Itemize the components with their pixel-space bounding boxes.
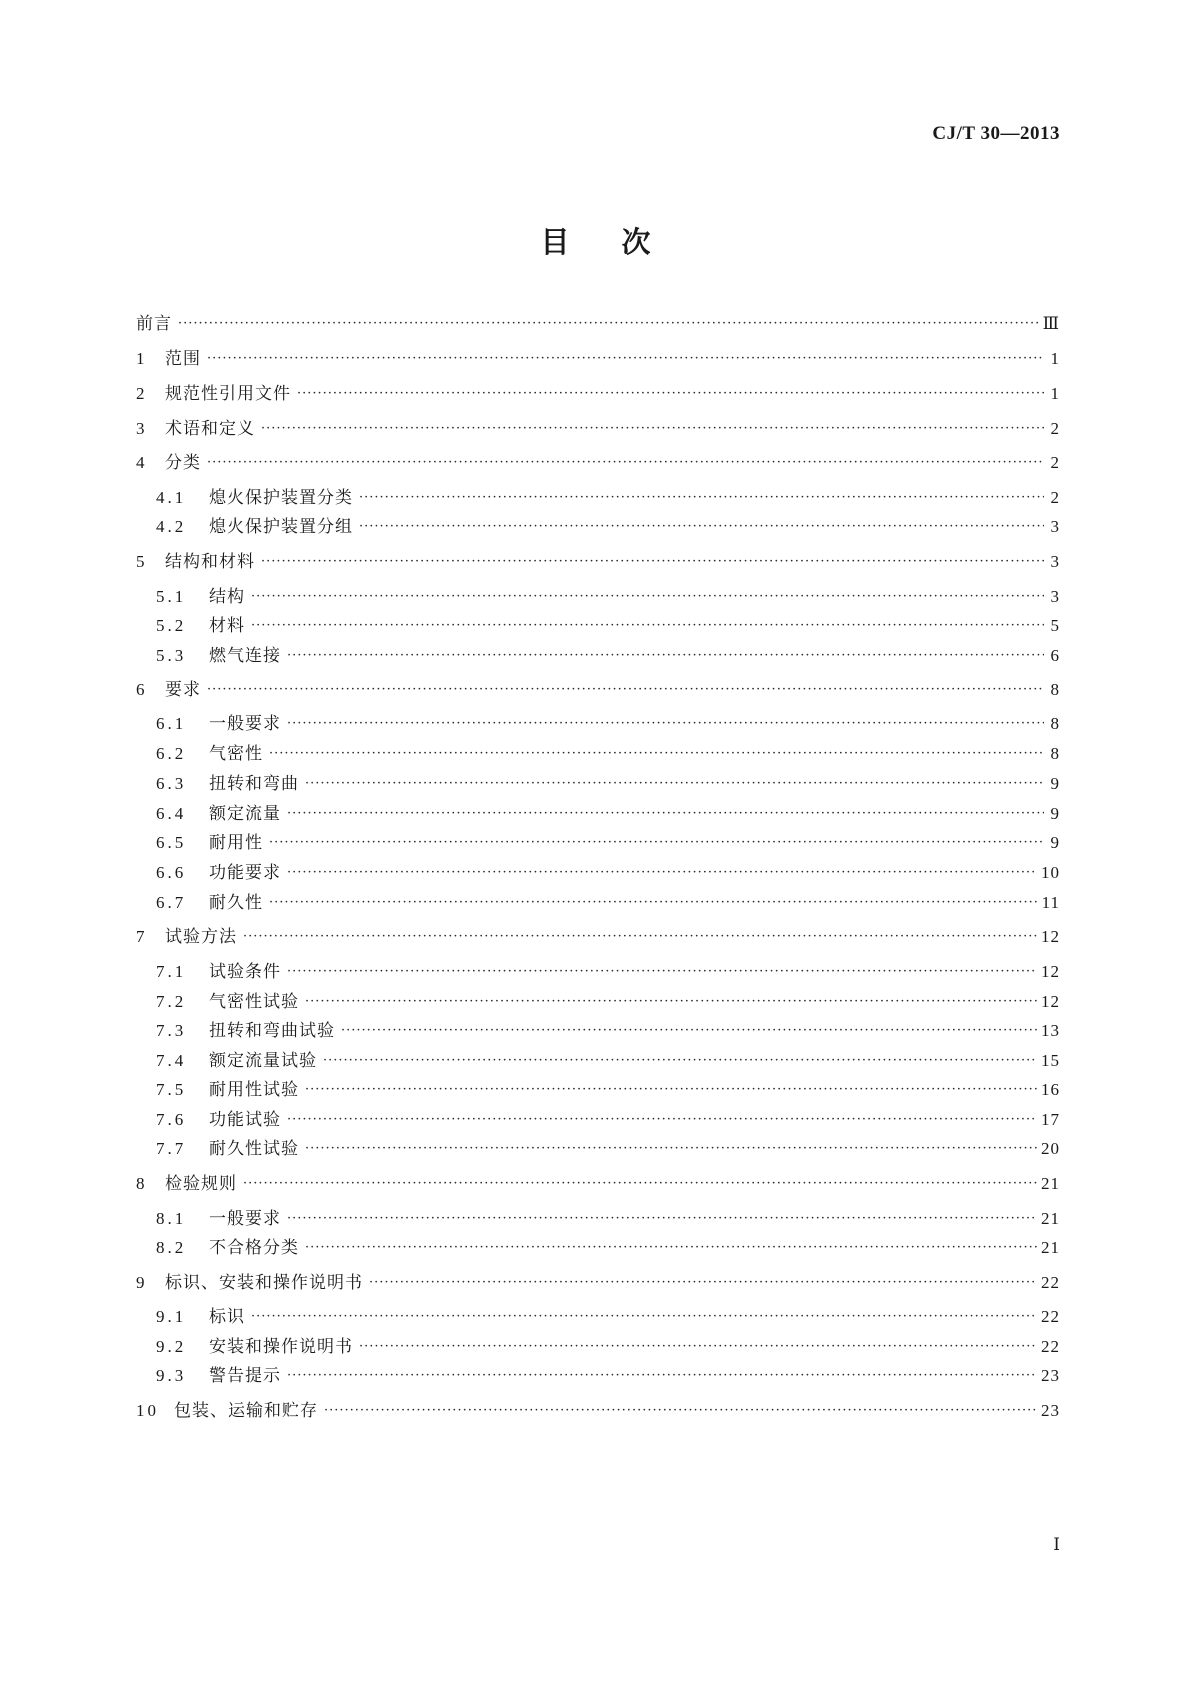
toc-entry-label: 标识、安装和操作说明书 [165, 1273, 363, 1293]
toc-entry-label: 耐用性 [209, 833, 263, 853]
toc-entry-page: 22 [1041, 1337, 1060, 1356]
toc-chapter-entry[interactable] [136, 313, 1060, 335]
toc-chapter-entry[interactable] [136, 452, 1060, 474]
toc-chapter-entry[interactable] [136, 679, 1060, 701]
toc-dot-leader [359, 487, 1044, 509]
toc-entry-number: 7 [136, 927, 148, 946]
toc-entry-page: 22 [1041, 1307, 1060, 1326]
toc-chapter-entry[interactable] [136, 551, 1060, 573]
toc-chapter-entry[interactable] [136, 348, 1060, 370]
toc-entry-label: 耐用性试验 [209, 1080, 299, 1100]
toc-entry-page: 23 [1041, 1401, 1060, 1420]
toc-dot-leader [305, 1237, 1037, 1259]
toc-entry-label: 分类 [165, 453, 201, 473]
toc-entry-page: 1 [1050, 349, 1060, 368]
toc-section-entry[interactable] [156, 743, 1060, 765]
toc-dot-leader [369, 1272, 1037, 1294]
toc-entry-number: 7.7 [156, 1139, 187, 1158]
toc-dot-leader [261, 551, 1044, 573]
toc-section-entry[interactable] [156, 1365, 1060, 1387]
toc-section-entry[interactable] [156, 586, 1060, 608]
toc-entry-label: 前言 [136, 314, 172, 334]
toc-section-entry[interactable] [156, 961, 1060, 983]
title-char-1: 目 [540, 225, 570, 259]
toc-dot-leader [207, 679, 1044, 701]
toc-dot-leader [269, 832, 1044, 854]
toc-entry-number: 4.2 [156, 517, 187, 536]
toc-section-entry[interactable] [156, 1109, 1060, 1131]
toc-entry-page: 3 [1050, 552, 1060, 571]
toc-entry-label: 材料 [209, 616, 245, 636]
toc-entry-page: 23 [1041, 1366, 1060, 1385]
toc-entry-label: 警告提示 [209, 1366, 281, 1386]
toc-entry-label: 一般要求 [209, 714, 281, 734]
toc-section-entry[interactable] [156, 645, 1060, 667]
toc-entry-label: 标识 [209, 1307, 245, 1327]
toc-entry-label: 扭转和弯曲试验 [209, 1021, 335, 1041]
toc-entry-number: 6.7 [156, 893, 187, 912]
toc-dot-leader [359, 516, 1044, 538]
toc-chapter-entry[interactable] [136, 418, 1060, 440]
toc-entry-number: 7.1 [156, 962, 187, 981]
toc-entry-number: 10 [136, 1401, 159, 1420]
toc-dot-leader [297, 383, 1044, 405]
toc-dot-leader [287, 1208, 1037, 1230]
toc-entry-label: 气密性 [209, 744, 263, 764]
toc-dot-leader [359, 1336, 1037, 1358]
toc-dot-leader [324, 1400, 1037, 1422]
toc-entry-number: 6.6 [156, 863, 187, 882]
toc-entry-number: 7.3 [156, 1021, 187, 1040]
toc-dot-leader [341, 1020, 1037, 1042]
toc-dot-leader [287, 713, 1044, 735]
toc-entry-page: 2 [1050, 453, 1060, 472]
toc-entry-page: 6 [1050, 646, 1060, 665]
toc-entry-label: 试验条件 [209, 962, 281, 982]
toc-dot-leader [305, 1079, 1037, 1101]
toc-entry-label: 燃气连接 [209, 646, 281, 666]
toc-entry-label: 气密性试验 [209, 992, 299, 1012]
toc-entry-label: 结构和材料 [165, 552, 255, 572]
toc-dot-leader [269, 743, 1044, 765]
toc-entry-page: 20 [1041, 1139, 1060, 1158]
title-char-2: 次 [621, 225, 651, 259]
toc-entry-number: 3 [136, 419, 148, 438]
toc-entry-number: 9.2 [156, 1337, 187, 1356]
toc-dot-leader [207, 452, 1044, 474]
toc-entry-number: 6.3 [156, 774, 187, 793]
toc-entry-page: 12 [1041, 992, 1060, 1011]
toc-entry-number: 6.2 [156, 744, 187, 763]
document-code: CJ/T 30—2013 [932, 123, 1060, 144]
toc-entry-label: 额定流量 [209, 804, 281, 824]
toc-entry-page: 8 [1050, 714, 1060, 733]
toc-entry-number: 8.2 [156, 1238, 187, 1257]
toc-entry-page: 15 [1041, 1051, 1060, 1070]
toc-dot-leader [243, 1173, 1037, 1195]
toc-entry-label: 额定流量试验 [209, 1051, 317, 1071]
toc-entry-page: 2 [1050, 488, 1060, 507]
toc-entry-number: 7.2 [156, 992, 187, 1011]
toc-chapter-entry[interactable] [136, 1173, 1060, 1195]
toc-section-entry[interactable] [156, 1208, 1060, 1230]
toc-entry-page: 3 [1050, 587, 1060, 606]
toc-entry-number: 6.1 [156, 714, 187, 733]
toc-entry-page: 11 [1041, 893, 1060, 912]
toc-dot-leader [305, 1138, 1037, 1160]
toc-dot-leader [269, 892, 1038, 914]
toc-entry-label: 一般要求 [209, 1209, 281, 1229]
toc-dot-leader [287, 961, 1037, 983]
toc-entry-number: 7.6 [156, 1110, 187, 1129]
toc-entry-page: 12 [1041, 927, 1060, 946]
page-title [0, 225, 1191, 259]
toc-dot-leader [251, 586, 1044, 608]
toc-entry-page: 21 [1041, 1238, 1060, 1257]
toc-entry-number: 9.3 [156, 1366, 187, 1385]
toc-entry-number: 7.4 [156, 1051, 187, 1070]
toc-entry-label: 耐久性试验 [209, 1139, 299, 1159]
toc-entry-label: 安装和操作说明书 [209, 1337, 353, 1357]
toc-entry-number: 9 [136, 1273, 148, 1292]
toc-entry-page: 17 [1041, 1110, 1060, 1129]
toc-entry-label: 耐久性 [209, 893, 263, 913]
toc-entry-number: 7.5 [156, 1080, 187, 1099]
toc-entry-number: 8.1 [156, 1209, 187, 1228]
toc-dot-leader [287, 645, 1044, 667]
toc-section-entry[interactable] [156, 487, 1060, 509]
toc-section-entry[interactable] [156, 832, 1060, 854]
toc-entry-page: 1 [1050, 384, 1060, 403]
toc-entry-number: 5.3 [156, 646, 187, 665]
toc-section-entry[interactable] [156, 803, 1060, 825]
toc-dot-leader [305, 991, 1037, 1013]
toc-section-entry[interactable] [156, 773, 1060, 795]
toc-chapter-entry[interactable] [136, 383, 1060, 405]
toc-entry-label: 检验规则 [165, 1174, 237, 1194]
toc-dot-leader [287, 1365, 1037, 1387]
toc-section-entry[interactable] [156, 1138, 1060, 1160]
toc-dot-leader [207, 348, 1044, 370]
toc-entry-label: 试验方法 [165, 927, 237, 947]
toc-entry-label: 功能要求 [209, 863, 281, 883]
toc-entry-number: 4 [136, 453, 148, 472]
toc-entry-page: 8 [1050, 680, 1060, 699]
toc-entry-label: 熄火保护装置分组 [209, 517, 353, 537]
toc-dot-leader [243, 926, 1037, 948]
toc-section-entry[interactable] [156, 516, 1060, 538]
toc-section-entry[interactable] [156, 862, 1060, 884]
toc-entry-label: 规范性引用文件 [165, 384, 291, 404]
toc-dot-leader [287, 862, 1037, 884]
toc-entry-page: 21 [1041, 1209, 1060, 1228]
toc-entry-number: 2 [136, 384, 148, 403]
toc-entry-label: 术语和定义 [165, 419, 255, 439]
toc-entry-label: 要求 [165, 680, 201, 700]
toc-dot-leader [178, 313, 1039, 335]
toc-dot-leader [251, 615, 1044, 637]
toc-dot-leader [323, 1050, 1037, 1072]
toc-entry-page: 9 [1050, 774, 1060, 793]
toc-entry-page: 2 [1050, 419, 1060, 438]
toc-entry-page: 9 [1050, 833, 1060, 852]
toc-section-entry[interactable] [156, 713, 1060, 735]
toc-entry-number: 4.1 [156, 488, 187, 507]
toc-entry-label: 包装、运输和贮存 [174, 1401, 318, 1421]
toc-section-entry[interactable] [156, 1237, 1060, 1259]
toc-entry-number: 6.5 [156, 833, 187, 852]
toc-dot-leader [305, 773, 1044, 795]
toc-entry-page: 5 [1050, 616, 1060, 635]
toc-section-entry[interactable] [156, 892, 1060, 914]
toc-dot-leader [287, 1109, 1037, 1131]
toc-dot-leader [251, 1306, 1037, 1328]
toc-entry-label: 熄火保护装置分类 [209, 488, 353, 508]
page-number: Ⅰ [1053, 1535, 1060, 1554]
toc-entry-number: 6.4 [156, 804, 187, 823]
toc-section-entry[interactable] [156, 991, 1060, 1013]
toc-entry-page: 10 [1041, 863, 1060, 882]
toc-entry-page: 9 [1050, 804, 1060, 823]
toc-entry-number: 9.1 [156, 1307, 187, 1326]
toc-section-entry[interactable] [156, 1079, 1060, 1101]
toc-entry-number: 1 [136, 349, 148, 368]
toc-entry-page: 22 [1041, 1273, 1060, 1292]
toc-entry-label: 结构 [209, 587, 245, 607]
toc-entry-label: 功能试验 [209, 1110, 281, 1130]
toc-entry-number: 5.1 [156, 587, 187, 606]
toc-section-entry[interactable] [156, 1336, 1060, 1358]
toc-section-entry[interactable] [156, 1020, 1060, 1042]
toc-entry-number: 8 [136, 1174, 148, 1193]
toc-dot-leader [261, 418, 1044, 440]
toc-entry-page: 8 [1050, 744, 1060, 763]
toc-dot-leader [287, 803, 1044, 825]
toc-section-entry[interactable] [156, 1306, 1060, 1328]
toc-entry-label: 扭转和弯曲 [209, 774, 299, 794]
toc-entry-number: 5.2 [156, 616, 187, 635]
toc-entry-number: 6 [136, 680, 148, 699]
toc-entry-label: 范围 [165, 349, 201, 369]
toc-entry-label: 不合格分类 [209, 1238, 299, 1258]
toc-entry-page: 12 [1041, 962, 1060, 981]
toc-entry-number: 5 [136, 552, 148, 571]
toc-section-entry[interactable] [156, 615, 1060, 637]
toc-entry-page: 13 [1041, 1021, 1060, 1040]
toc-entry-page: 16 [1041, 1080, 1060, 1099]
toc-chapter-entry[interactable] [136, 926, 1060, 948]
toc-entry-page: Ⅲ [1042, 314, 1060, 333]
toc-entry-page: 21 [1041, 1174, 1060, 1193]
toc-entry-page: 3 [1050, 517, 1060, 536]
toc-section-entry[interactable] [156, 1050, 1060, 1072]
toc-chapter-entry[interactable] [136, 1272, 1060, 1294]
toc-chapter-entry[interactable] [136, 1400, 1060, 1422]
